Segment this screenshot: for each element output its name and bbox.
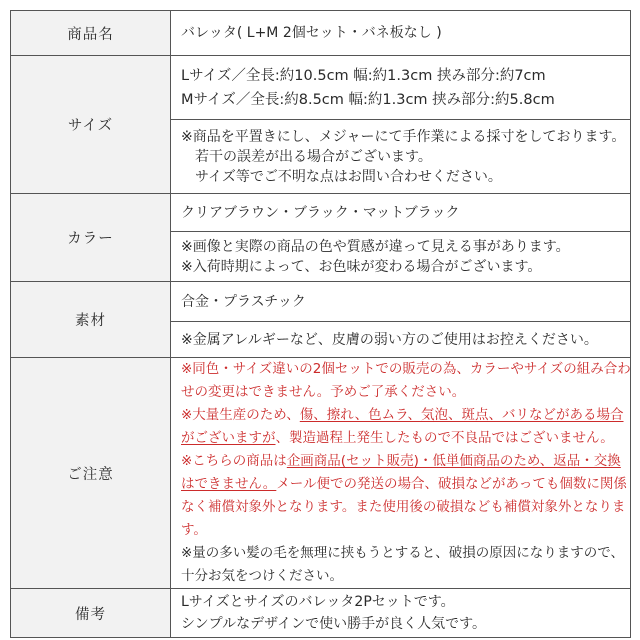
caution-line-1: ※同色・サイズ違いの2個セットでの販売の為、カラーやサイズの組み合わ xyxy=(181,361,631,377)
caution-line-3 xyxy=(181,404,624,427)
value-product-name: バレッタ( L+M 2個セット・バネ板なし ) xyxy=(171,11,631,56)
value-size xyxy=(171,56,631,120)
row-remarks xyxy=(11,589,631,638)
caution-line-7: なく補償対象外となります。また使用後の破損なども補償対象外となりま xyxy=(181,499,626,515)
caution-line-4a-underlined: がございますが xyxy=(181,430,276,446)
caution-line-6 xyxy=(181,473,627,496)
row-material xyxy=(11,282,631,322)
label-product-name: 商品名 xyxy=(11,11,171,56)
caution-line-3a: ※大量生産のため、 xyxy=(181,407,300,423)
color-notes xyxy=(171,232,631,282)
caution-line-8: す。 xyxy=(181,522,207,538)
material-note: ※金属アレルギーなど、皮膚の弱い方のご使用はお控えください。 xyxy=(171,322,631,358)
row-caution xyxy=(11,358,631,589)
caution-line-5b-underlined: 企画商品(セット販売)・低単価商品のため、返品・交換 xyxy=(286,453,621,469)
label-size: サイズ xyxy=(11,56,171,194)
size-notes xyxy=(171,120,631,194)
caution-black-line-2: 十分お気をつけください。 xyxy=(181,568,343,584)
caution-line-5 xyxy=(181,450,620,473)
caution-line-5a: ※こちらの商品は xyxy=(181,453,287,469)
row-product-name xyxy=(11,11,631,56)
size-line-l: Lサイズ／全長:約10.5cm 幅:約1.3cm 挟み部分:約7cm xyxy=(181,67,546,84)
product-spec-table xyxy=(10,10,631,638)
label-color: カラー xyxy=(11,194,171,282)
size-note-3: サイズ等でご不明な点はお問い合わせください。 xyxy=(195,168,502,185)
row-color xyxy=(11,194,631,232)
color-note-2: ※入荷時期によって、お色味が変わる場合がございます。 xyxy=(181,258,542,275)
caution-black-line-1: ※量の多い髪の毛を無理に挟もうとすると、破損の原因になりますので、 xyxy=(181,545,625,561)
remarks-line-2: シンプルなデザインで使い勝手が良く人気です。 xyxy=(181,616,486,632)
value-color: クリアブラウン・ブラック・マットブラック xyxy=(171,194,631,232)
color-note-1: ※画像と実際の商品の色や質感が違って見える事があります。 xyxy=(181,238,570,255)
caution-line-4b: 、製造過程上発生したもので不良品ではございません。 xyxy=(275,430,614,446)
row-size xyxy=(11,56,631,120)
remarks-line-1: Lサイズとサイズのバレッタ2Pセットです。 xyxy=(181,594,455,610)
caution-line-2: せの変更はできません。予めご了承ください。 xyxy=(181,384,466,400)
label-caution: ご注意 xyxy=(11,358,171,589)
caution-line-3b-underlined: 傷、擦れ、色ムラ、気泡、斑点、バリなどがある場合 xyxy=(299,407,624,423)
label-material: 素材 xyxy=(11,282,171,358)
caution-line-6b: メール便での発送の場合、破損などがあっても個数に関係 xyxy=(276,476,627,492)
value-material: 合金・プラスチック xyxy=(171,282,631,322)
size-line-m: Mサイズ／全長:約8.5cm 幅:約1.3cm 挟み部分:約5.8cm xyxy=(181,91,555,108)
size-note-2: 若干の誤差が出る場合がございます。 xyxy=(195,148,432,165)
caution-line-4 xyxy=(181,427,620,450)
caution-black-text xyxy=(181,542,625,588)
value-remarks xyxy=(171,589,631,638)
size-note-1: ※商品を平置きにし、メジャーにて手作業による採寸をしております。 xyxy=(181,128,626,145)
caution-red-text xyxy=(181,358,631,542)
caution-line-6a-underlined: はできません。 xyxy=(181,476,277,492)
label-remarks: 備考 xyxy=(11,589,171,638)
value-caution xyxy=(171,358,631,589)
